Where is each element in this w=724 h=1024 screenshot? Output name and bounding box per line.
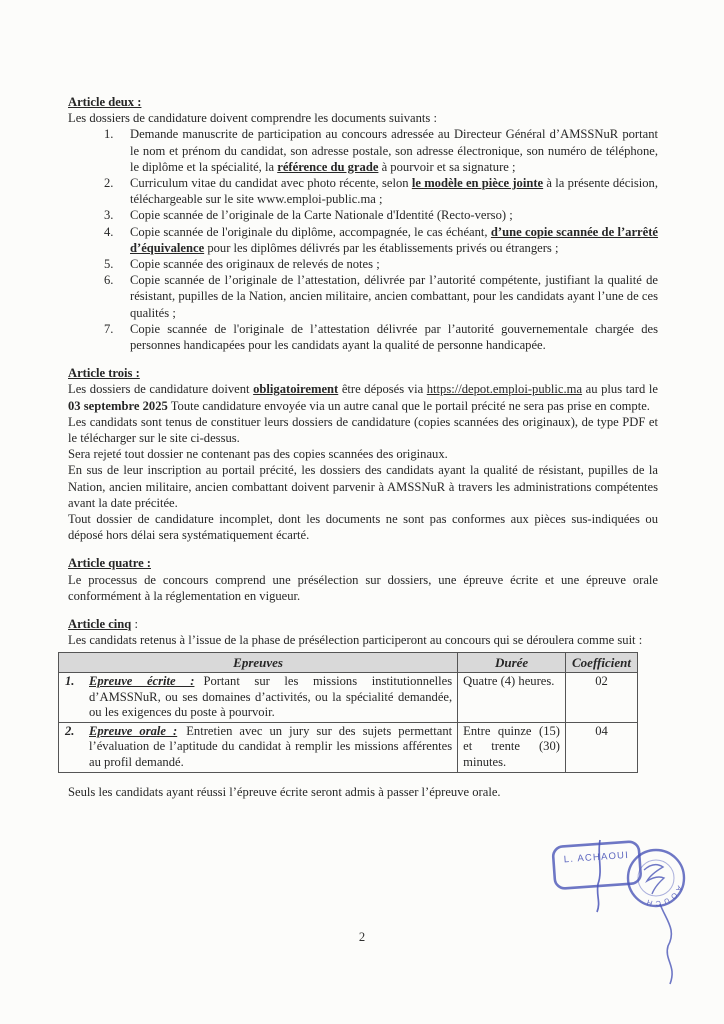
row-number: 2. xyxy=(65,723,75,738)
column-header-coefficient: Coefficient xyxy=(565,652,637,673)
article-deux-intro: Les dossiers de candidature doivent comprendre les documents suivants : xyxy=(68,111,437,126)
table-row xyxy=(59,673,638,723)
depot-link[interactable]: https://depot.emploi-public.ma xyxy=(426,382,583,397)
list-item-text: Copie scannée de l'originale du diplôme, accompagnée, le cas échéant, d’une copie scannée de l’arrêté d’équivalence pour les diplômes délivrés par les établissements privés ou étrangers ; xyxy=(130,224,659,255)
list-item-number: 5. xyxy=(104,257,114,272)
list-item-text: Copie scannée des originaux de relevés de notes ; xyxy=(130,257,380,272)
list-item-text: Demande manuscrite de participation au concours adressée au Directeur Général d’AMSSNuR portant le nom et prénom du candidat, son adresse postale, son adresse électronique, son numéro de téléphone, le diplôme et la spécialité, la référence du grade à pourvoir et sa signature ; xyxy=(130,127,658,174)
article-deux-heading xyxy=(68,94,658,110)
duree-cell: Entre quinze (15) et trente (30) minutes. xyxy=(458,722,566,772)
epreuve-cell xyxy=(59,722,458,772)
signature-stroke xyxy=(597,840,600,912)
article-deux-section xyxy=(68,94,658,353)
coefficient-cell: 02 xyxy=(565,673,637,723)
list-item xyxy=(104,126,658,175)
list-item-number: 6. xyxy=(104,273,114,288)
page-number: 2 xyxy=(358,930,366,944)
list-item-text: Copie scannée de l’originale de l’attestation, délivrée par l’autorité compétente, justifiant la qualité de résistant, pupilles de la Nation, ancien militaire, ancien combattant, pour les candidats ayant l’une de ces qualités ; xyxy=(130,273,658,320)
list-item-number: 1. xyxy=(104,127,114,142)
round-stamp-ring-text: AOUCH xyxy=(643,884,685,909)
duree-cell: Quatre (4) heures. xyxy=(458,673,566,723)
paragraph: Les candidats sont tenus de constituer leurs dossiers de candidature (copies scannées des originaux), de type PDF et le télécharger sur le site ci-dessus. xyxy=(68,414,658,446)
paragraph: En sus de leur inscription au portail précité, les dossiers des candidats ayant la qualité de résistant, pupilles de la Nation, ancien militaire, ancien combattant doivent parvenir à AMSSNuR à travers les administrations compétentes avant la date précitée. xyxy=(68,463,658,510)
article-quatre-section xyxy=(68,555,658,604)
list-item-number: 4. xyxy=(104,224,114,239)
article-cinq-heading xyxy=(68,616,658,632)
closing-sentence: Seuls les candidats ayant réussi l’épreuve écrite seront admis à passer l’épreuve orale. xyxy=(68,784,501,799)
paragraph: Les dossiers de candidature doivent obligatoirement être déposés via https://depot.emploi-public.ma au plus tard le 03 septembre 2025 Toute candidature envoyée via un autre canal que le portail précité ne sera pas prise en compte. xyxy=(68,382,658,413)
epreuve-title: Epreuve écrite : xyxy=(89,674,195,689)
article-cinq-heading-colon: : xyxy=(131,617,138,632)
article-cinq-intro: Les candidats retenus à l’issue de la phase de présélection participeront au concours qui se déroulera comme suit : xyxy=(68,633,643,648)
article-deux-heading-text: Article deux : xyxy=(68,95,142,109)
table-header-row xyxy=(59,652,638,673)
article-trois-section xyxy=(68,365,658,543)
epreuve-title: Epreuve orale : xyxy=(89,723,178,738)
article-trois-heading-text: Article trois : xyxy=(68,366,140,381)
list-item-text: Copie scannée de l'originale de l’attestation délivrée par l’autorité gouvernementale chargée des personnes handicapées pour les candidats ayant la qualité de personne handicapée. xyxy=(130,321,658,353)
list-item xyxy=(104,207,658,223)
paragraph: Tout dossier de candidature incomplet, dont les documents ne sont pas conformes aux pièces sus-indiquées ou déposé hors délai sera systématiquement écarté. xyxy=(68,512,658,543)
row-number: 1. xyxy=(65,674,75,689)
document-content xyxy=(65,94,659,800)
paragraph: Le processus de concours comprend une présélection sur dossiers, une épreuve écrite et une épreuve orale conformément à la réglementation en vigueur. xyxy=(68,572,658,603)
list-item-number: 2. xyxy=(104,176,114,191)
round-stamp-signature xyxy=(644,865,664,894)
list-item xyxy=(104,224,659,256)
coefficient-cell: 04 xyxy=(565,722,637,772)
list-item-text: Curriculum vitae du candidat avec photo récente, selon le modèle en pièce jointe à la présente décision, téléchargeable sur le site www.emploi-public.ma ; xyxy=(130,176,658,207)
paragraph: Sera rejeté tout dossier ne contenant pas des copies scannées des originaux. xyxy=(68,447,448,462)
epreuve-description: Portant sur les missions institutionnelles d’AMSSNuR, ou ses domaines d’activités, ou la spécialité demandée, ou les exigences du poste à pourvoir. xyxy=(89,674,453,720)
exam-table xyxy=(58,652,638,773)
epreuve-cell xyxy=(59,673,458,723)
column-header-epreuves: Epreuves xyxy=(59,652,458,673)
round-stamp xyxy=(604,842,724,992)
epreuve-description: Entretien avec un jury sur des sujets permettant l’évaluation de l’aptitude du candidat à remplir les missions afférentes au profil demandé. xyxy=(89,723,453,770)
column-header-duree: Durée xyxy=(458,652,566,673)
article-cinq-heading-text: Article cinq xyxy=(68,617,132,632)
list-item xyxy=(104,256,658,272)
list-item-text: Copie scannée de l’originale de la Carte Nationale d'Identité (Recto-verso) ; xyxy=(130,208,513,223)
list-item xyxy=(104,321,658,353)
list-item xyxy=(104,175,658,207)
article-trois-heading xyxy=(68,365,658,381)
table-row xyxy=(59,722,638,772)
article-quatre-heading xyxy=(68,555,658,571)
list-item xyxy=(104,272,658,321)
rect-stamp-name-text: L. ACHAOUI xyxy=(563,849,630,866)
list-item-number: 3. xyxy=(104,208,114,223)
list-item-number: 7. xyxy=(104,321,114,336)
article-cinq-section xyxy=(65,616,658,800)
article-quatre-heading-text: Article quatre : xyxy=(68,556,151,571)
required-documents-list xyxy=(68,126,658,353)
